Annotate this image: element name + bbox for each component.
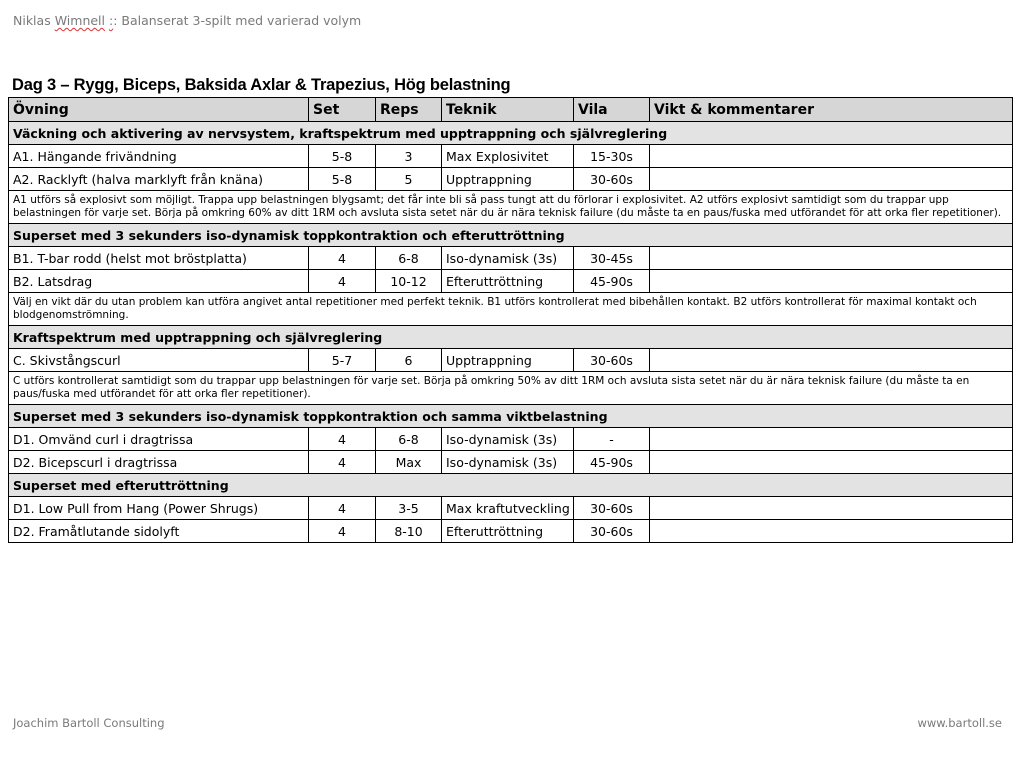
rest-cell: 30-60s — [574, 520, 650, 543]
table-row — [9, 451, 1013, 474]
set-cell: 4 — [309, 451, 376, 474]
comment-cell[interactable] — [650, 145, 1013, 168]
exercise-cell: B1. T-bar rodd (helst mot bröstplatta) — [9, 247, 309, 270]
table-row — [9, 168, 1013, 191]
section-heading-row — [9, 474, 1013, 497]
table-row — [9, 270, 1013, 293]
reps-cell: 6 — [376, 349, 442, 372]
exercise-cell: D2. Bicepscurl i dragtrissa — [9, 451, 309, 474]
section-note: A1 utförs så explosivt som möjligt. Trappa upp belastningen blygsamt; det får inte bli så pass tungt att du förlorar i explosivitet. A2 utförs explosivt samtidigt som du trappar upp belastningen för varje set. Börja på omkring 60% av ditt 1RM och avsluta sista setet när du är nära teknisk failure (du måste ta en paus/fuska med utförandet för att orka fler repetitioner). — [9, 191, 1013, 224]
section-note-row — [9, 191, 1013, 224]
column-header-reps: Reps — [376, 98, 442, 122]
exercise-cell: D2. Framåtlutande sidolyft — [9, 520, 309, 543]
column-header-technique: Teknik — [442, 98, 574, 122]
exercise-cell: B2. Latsdrag — [9, 270, 309, 293]
author-first-name: Niklas — [13, 13, 51, 28]
section-note-row — [9, 372, 1013, 405]
rest-cell: 30-45s — [574, 247, 650, 270]
section-note: C utförs kontrollerat samtidigt som du trappar upp belastningen för varje set. Börja på omkring 50% av ditt 1RM och avsluta sista setet när du är nära teknisk failure (du måste ta en paus/fuska med utförandet för att orka fler repetitioner). — [9, 372, 1013, 405]
section-heading: Superset med 3 sekunders iso-dynamisk toppkontraktion och samma viktbelastning — [9, 405, 1013, 428]
rest-cell: 30-60s — [574, 168, 650, 191]
comment-cell[interactable] — [650, 270, 1013, 293]
author-last-name: Wimnell — [54, 13, 105, 28]
technique-cell: Iso-dynamisk (3s) — [442, 451, 574, 474]
header-subtitle: : Balanserat 3-spilt med varierad volym — [113, 13, 362, 28]
technique-cell: Efteruttröttning — [442, 520, 574, 543]
page-title: Dag 3 – Rygg, Biceps, Baksida Axlar & Trapezius, Hög belastning — [12, 76, 511, 94]
technique-cell: Iso-dynamisk (3s) — [442, 428, 574, 451]
reps-cell: 3-5 — [376, 497, 442, 520]
set-cell: 5-8 — [309, 145, 376, 168]
reps-cell: 5 — [376, 168, 442, 191]
comment-cell[interactable] — [650, 349, 1013, 372]
exercise-cell: A1. Hängande frivändning — [9, 145, 309, 168]
table-row — [9, 428, 1013, 451]
reps-cell: 8-10 — [376, 520, 442, 543]
set-cell: 4 — [309, 270, 376, 293]
reps-cell: Max — [376, 451, 442, 474]
reps-cell: 6-8 — [376, 428, 442, 451]
comment-cell[interactable] — [650, 451, 1013, 474]
document-header — [13, 13, 361, 28]
rest-cell: 30-60s — [574, 349, 650, 372]
technique-cell: Efteruttröttning — [442, 270, 574, 293]
rest-cell: 45-90s — [574, 451, 650, 474]
table-row — [9, 145, 1013, 168]
comment-cell[interactable] — [650, 168, 1013, 191]
section-note: Välj en vikt där du utan problem kan utföra angivet antal repetitioner med perfekt teknik. B1 utförs kontrollerat med bibehållen kontakt. B2 utförs kontrollerat för maximal kontakt och blodgenomströmning. — [9, 293, 1013, 326]
header-separator: : — [108, 13, 114, 28]
reps-cell: 6-8 — [376, 247, 442, 270]
set-cell: 5-7 — [309, 349, 376, 372]
technique-cell: Upptrappning — [442, 349, 574, 372]
comment-cell[interactable] — [650, 497, 1013, 520]
column-header-exercise: Övning — [9, 98, 309, 122]
rest-cell: 15-30s — [574, 145, 650, 168]
table-row — [9, 349, 1013, 372]
technique-cell: Upptrappning — [442, 168, 574, 191]
reps-cell: 3 — [376, 145, 442, 168]
section-heading: Kraftspektrum med upptrappning och självreglering — [9, 326, 1013, 349]
technique-cell: Max Explosivitet — [442, 145, 574, 168]
rest-cell: - — [574, 428, 650, 451]
column-header-rest: Vila — [574, 98, 650, 122]
table-header-row — [9, 98, 1013, 122]
section-note-row — [9, 293, 1013, 326]
exercise-cell: A2. Racklyft (halva marklyft från knäna) — [9, 168, 309, 191]
table-row — [9, 520, 1013, 543]
comment-cell[interactable] — [650, 428, 1013, 451]
column-header-comments: Vikt & kommentarer — [650, 98, 1013, 122]
set-cell: 4 — [309, 497, 376, 520]
exercise-cell: D1. Low Pull from Hang (Power Shrugs) — [9, 497, 309, 520]
table-row — [9, 247, 1013, 270]
technique-cell: Max kraftutveckling — [442, 497, 574, 520]
table-row — [9, 497, 1013, 520]
set-cell: 4 — [309, 247, 376, 270]
section-heading-row — [9, 122, 1013, 145]
footer-website-link[interactable]: www.bartoll.se — [917, 716, 1002, 730]
set-cell: 4 — [309, 428, 376, 451]
workout-table — [8, 97, 1013, 543]
rest-cell: 30-60s — [574, 497, 650, 520]
exercise-cell: D1. Omvänd curl i dragtrissa — [9, 428, 309, 451]
section-heading-row — [9, 224, 1013, 247]
comment-cell[interactable] — [650, 520, 1013, 543]
set-cell: 5-8 — [309, 168, 376, 191]
set-cell: 4 — [309, 520, 376, 543]
reps-cell: 10-12 — [376, 270, 442, 293]
section-heading: Väckning och aktivering av nervsystem, kraftspektrum med upptrappning och självreglering — [9, 122, 1013, 145]
section-heading: Superset med efteruttröttning — [9, 474, 1013, 497]
comment-cell[interactable] — [650, 247, 1013, 270]
section-heading-row — [9, 405, 1013, 428]
footer-company: Joachim Bartoll Consulting — [13, 716, 165, 730]
rest-cell: 45-90s — [574, 270, 650, 293]
section-heading: Superset med 3 sekunders iso-dynamisk toppkontraktion och efteruttröttning — [9, 224, 1013, 247]
exercise-cell: C. Skivstångscurl — [9, 349, 309, 372]
column-header-set: Set — [309, 98, 376, 122]
section-heading-row — [9, 326, 1013, 349]
technique-cell: Iso-dynamisk (3s) — [442, 247, 574, 270]
